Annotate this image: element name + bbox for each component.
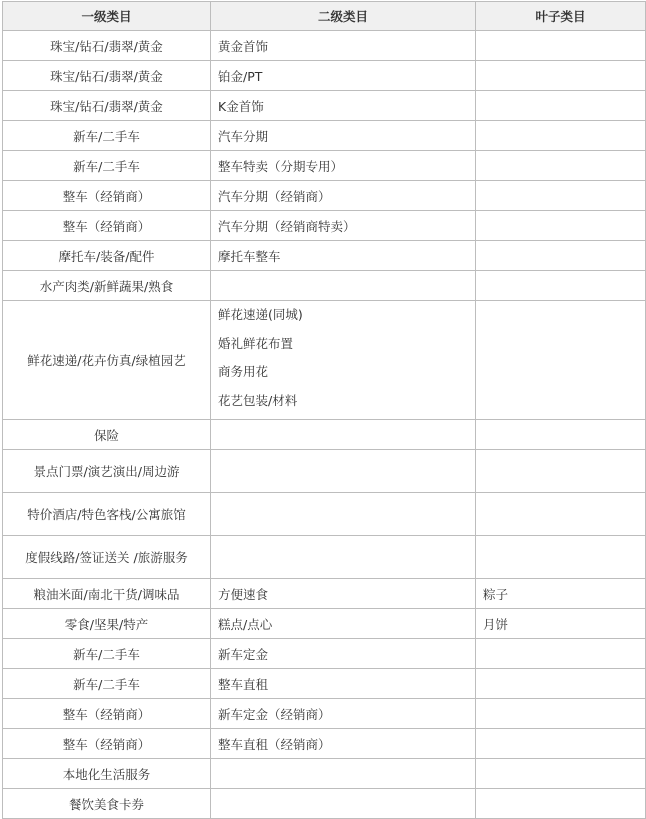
level1-cell: 珠宝/钻石/翡翠/黄金	[3, 61, 211, 91]
table-row	[3, 536, 646, 579]
leaf-cell	[476, 536, 646, 579]
leaf-cell	[476, 31, 646, 61]
level1-cell: 景点门票/演艺演出/周边游	[3, 450, 211, 493]
level2-cell: 汽车分期（经销商特卖）	[211, 211, 476, 241]
level2-cell	[211, 301, 476, 420]
leaf-cell	[476, 699, 646, 729]
header-level1: 一级类目	[3, 2, 211, 31]
level1-cell: 整车（经销商）	[3, 181, 211, 211]
table-row	[3, 759, 646, 789]
level1-cell: 零食/坚果/特产	[3, 609, 211, 639]
level2-item: 婚礼鲜花布置	[218, 335, 294, 351]
table-row	[3, 579, 646, 609]
leaf-cell	[476, 91, 646, 121]
level2-cell: 整车特卖（分期专用）	[211, 151, 476, 181]
level2-cell: 糕点/点心	[211, 609, 476, 639]
leaf-cell	[476, 759, 646, 789]
level2-item: 鲜花速递(同城)	[218, 307, 303, 322]
leaf-cell	[476, 181, 646, 211]
table-row	[3, 450, 646, 493]
leaf-cell	[476, 151, 646, 181]
level2-cell: 新车定金	[211, 639, 476, 669]
level1-cell: 粮油米面/南北干货/调味品	[3, 579, 211, 609]
table-row	[3, 493, 646, 536]
level1-cell: 整车（经销商）	[3, 211, 211, 241]
leaf-cell: 粽子	[476, 579, 646, 609]
level1-cell: 新车/二手车	[3, 121, 211, 151]
table-row	[3, 420, 646, 450]
level2-cell	[211, 271, 476, 301]
level1-cell: 餐饮美食卡券	[3, 789, 211, 819]
level2-cell: 铂金/PT	[211, 61, 476, 91]
level1-cell: 保险	[3, 420, 211, 450]
leaf-cell	[476, 639, 646, 669]
table-row	[3, 669, 646, 699]
table-row	[3, 301, 646, 420]
header-leaf: 叶子类目	[476, 2, 646, 31]
leaf-cell	[476, 729, 646, 759]
leaf-cell	[476, 301, 646, 420]
table-row	[3, 639, 646, 669]
leaf-cell	[476, 121, 646, 151]
level2-cell	[211, 493, 476, 536]
level2-cell: 整车直租（经销商）	[211, 729, 476, 759]
leaf-cell	[476, 420, 646, 450]
level2-cell: 汽车分期（经销商）	[211, 181, 476, 211]
table-row	[3, 181, 646, 211]
leaf-cell	[476, 450, 646, 493]
table-row	[3, 31, 646, 61]
table-row	[3, 789, 646, 819]
leaf-cell: 月饼	[476, 609, 646, 639]
header-level2: 二级类目	[211, 2, 476, 31]
level1-cell: 新车/二手车	[3, 669, 211, 699]
level2-cell	[211, 759, 476, 789]
level1-cell: 新车/二手车	[3, 151, 211, 181]
leaf-cell	[476, 211, 646, 241]
table-row	[3, 61, 646, 91]
level2-cell	[211, 420, 476, 450]
level2-cell	[211, 536, 476, 579]
level2-cell: 整车直租	[211, 669, 476, 699]
table-row	[3, 271, 646, 301]
level1-cell: 珠宝/钻石/翡翠/黄金	[3, 91, 211, 121]
category-table	[2, 1, 646, 819]
level2-cell: 新车定金（经销商）	[211, 699, 476, 729]
level1-cell: 珠宝/钻石/翡翠/黄金	[3, 31, 211, 61]
leaf-cell	[476, 789, 646, 819]
level2-cell: 汽车分期	[211, 121, 476, 151]
level2-cell: K金首饰	[211, 91, 476, 121]
level2-item: 商务用花	[218, 364, 269, 379]
table-row	[3, 151, 646, 181]
level1-cell: 水产肉类/新鲜蔬果/熟食	[3, 271, 211, 301]
table-row	[3, 91, 646, 121]
table-row	[3, 609, 646, 639]
leaf-cell	[476, 271, 646, 301]
table-row	[3, 729, 646, 759]
level1-cell: 特价酒店/特色客栈/公寓旅馆	[3, 493, 211, 536]
level2-cell: 摩托车整车	[211, 241, 476, 271]
table-row	[3, 699, 646, 729]
level2-cell: 黄金首饰	[211, 31, 476, 61]
level1-cell: 摩托车/装备/配件	[3, 241, 211, 271]
level2-cell	[211, 450, 476, 493]
level1-cell: 整车（经销商）	[3, 699, 211, 729]
level1-cell: 新车/二手车	[3, 639, 211, 669]
leaf-cell	[476, 669, 646, 699]
leaf-cell	[476, 241, 646, 271]
leaf-cell	[476, 61, 646, 91]
header-row	[3, 2, 646, 31]
level2-item: 花艺包装/材料	[218, 392, 298, 408]
level1-cell: 度假线路/签证送关 /旅游服务	[3, 536, 211, 579]
level1-cell: 本地化生活服务	[3, 759, 211, 789]
table-row	[3, 241, 646, 271]
level1-cell: 整车（经销商）	[3, 729, 211, 759]
table-row	[3, 211, 646, 241]
level2-cell	[211, 789, 476, 819]
leaf-cell	[476, 493, 646, 536]
table-row	[3, 121, 646, 151]
level1-cell: 鲜花速递/花卉仿真/绿植园艺	[3, 301, 211, 420]
level2-cell: 方便速食	[211, 579, 476, 609]
